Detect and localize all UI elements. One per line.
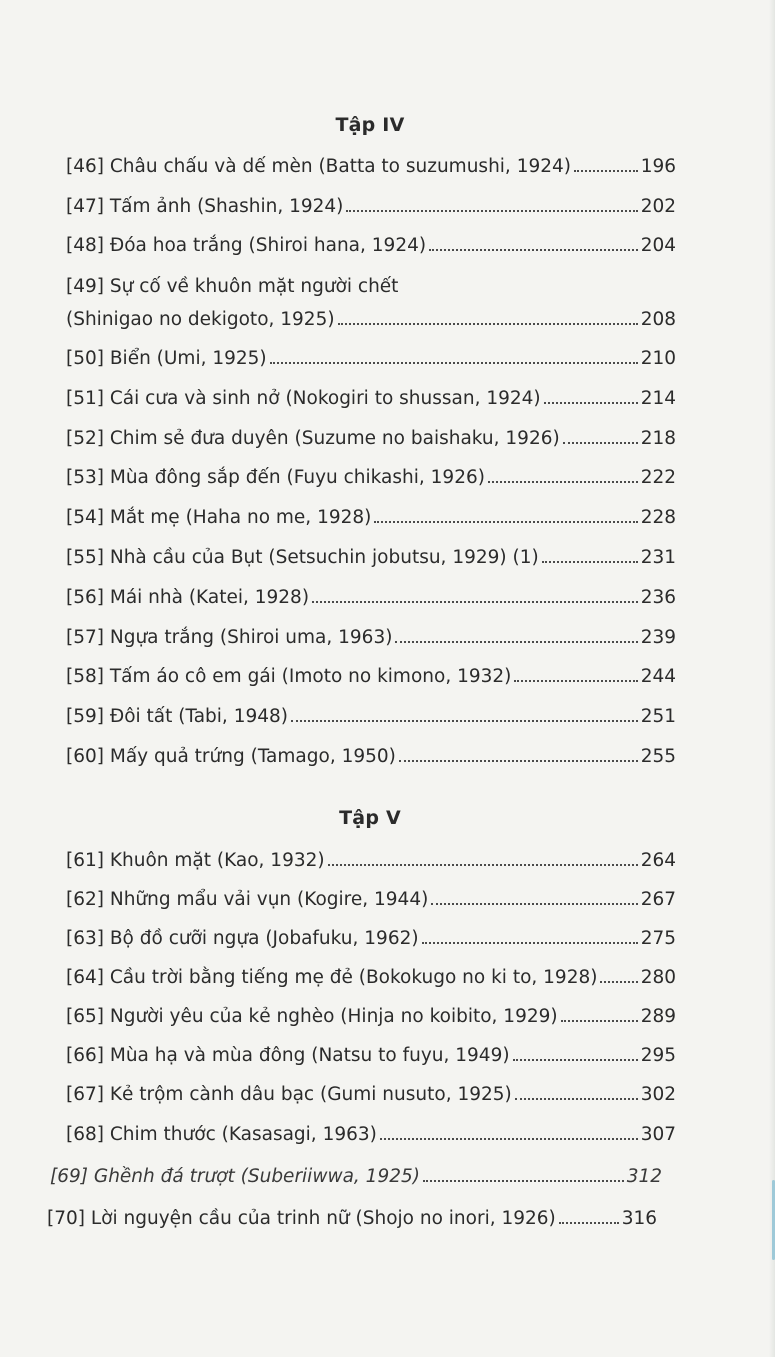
toc-entry-page: 218 — [640, 428, 676, 449]
toc-entry[interactable] — [66, 627, 676, 657]
dot-leader — [312, 601, 638, 603]
dot-leader — [574, 170, 638, 172]
toc-entry[interactable] — [66, 587, 676, 617]
toc-entry-title-line1: [49] Sự cố về khuôn mặt người chết — [66, 276, 399, 297]
toc-entry-page: 196 — [640, 156, 676, 177]
section-heading-tap-iv: Tập IV — [335, 114, 405, 136]
toc-entry-page: 280 — [640, 967, 676, 988]
toc-entry-title: [69] Ghềnh đá trượt (Suberiiwwa, 1925) — [50, 1166, 420, 1187]
dot-leader — [515, 1098, 638, 1100]
dot-leader — [513, 1059, 638, 1061]
toc-entry-title: [52] Chim sẻ đưa duyên (Suzume no baishaku, 1926) — [66, 428, 560, 449]
toc-entry[interactable] — [66, 507, 676, 537]
toc-entry-title: [68] Chim thước (Kasasagi, 1963) — [66, 1124, 377, 1145]
toc-entry-title: [66] Mùa hạ và mùa đông (Natsu to fuyu, 1949) — [66, 1045, 510, 1066]
dot-leader — [346, 210, 637, 212]
toc-entry-title: [47] Tấm ảnh (Shashin, 1924) — [66, 196, 344, 217]
toc-entry[interactable] — [66, 428, 676, 458]
dot-leader — [423, 1180, 624, 1182]
dot-leader — [291, 720, 638, 722]
page-edge — [769, 0, 775, 1357]
dot-leader — [600, 981, 637, 983]
dot-leader — [380, 1138, 638, 1140]
dot-leader — [488, 481, 638, 483]
toc-entry[interactable] — [66, 850, 676, 880]
toc-entry-title: [59] Đôi tất (Tabi, 1948) — [66, 706, 288, 727]
toc-entry-page: 208 — [640, 309, 676, 330]
dot-leader — [561, 1020, 638, 1022]
dot-leader — [270, 362, 638, 364]
toc-entry-page: 255 — [640, 746, 676, 767]
toc-entry-title: [60] Mấy quả trứng (Tamago, 1950) — [66, 746, 396, 767]
toc-entry-title: [54] Mắt mẹ (Haha no me, 1928) — [66, 507, 372, 528]
toc-entry-title: [63] Bộ đồ cưỡi ngựa (Jobafuku, 1962) — [66, 928, 419, 949]
section-heading-tap-v: Tập V — [339, 807, 401, 829]
toc-entry-page: 307 — [640, 1124, 676, 1145]
toc-entry-page: 244 — [640, 666, 676, 687]
toc-entry-title: [46] Châu chấu và dế mèn (Batta to suzumushi, 1924) — [66, 156, 571, 177]
toc-entry-title: [56] Mái nhà (Katei, 1928) — [66, 587, 310, 608]
toc-entry-title: [57] Ngựa trắng (Shiroi uma, 1963) — [66, 627, 393, 648]
toc-entry[interactable] — [66, 889, 676, 919]
dot-leader — [514, 680, 637, 682]
toc-entry[interactable] — [66, 388, 676, 418]
toc-entry[interactable] — [50, 1166, 662, 1196]
toc-entry[interactable] — [66, 666, 676, 696]
toc-entry-page: 228 — [640, 507, 676, 528]
toc-entry[interactable] — [66, 235, 676, 265]
toc-entry-page: 302 — [640, 1084, 676, 1105]
dot-leader — [563, 442, 638, 444]
toc-entry[interactable] — [66, 348, 676, 378]
toc-entry-title: (Shinigao no dekigoto, 1925) — [66, 309, 335, 330]
toc-entry-title: [50] Biển (Umi, 1925) — [66, 348, 267, 369]
dot-leader — [395, 641, 637, 643]
toc-entry-title: [67] Kẻ trộm cành dâu bạc (Gumi nusuto, 1925) — [66, 1084, 512, 1105]
toc-entry[interactable] — [66, 1084, 676, 1114]
toc-entry[interactable] — [66, 746, 676, 776]
dot-leader — [328, 864, 638, 866]
dot-leader — [422, 942, 638, 944]
toc-entry-page: 264 — [640, 850, 676, 871]
dot-leader — [431, 903, 637, 905]
toc-entry[interactable] — [66, 467, 676, 497]
toc-entry-page: 231 — [640, 547, 676, 568]
dot-leader — [429, 249, 638, 251]
dot-leader — [559, 1222, 619, 1224]
toc-entry[interactable] — [66, 1124, 676, 1154]
toc-entry[interactable] — [66, 309, 676, 339]
toc-entry-title: [64] Cầu trời bằng tiếng mẹ đẻ (Bokokugo no ki to, 1928) — [66, 967, 598, 988]
toc-entry-title: [51] Cái cưa và sinh nở (Nokogiri to shussan, 1924) — [66, 388, 541, 409]
toc-entry-page: 295 — [640, 1045, 676, 1066]
toc-entry-page: 202 — [640, 196, 676, 217]
toc-entry-page: 236 — [640, 587, 676, 608]
toc-entry[interactable] — [66, 1045, 676, 1075]
toc-entry-page: 210 — [640, 348, 676, 369]
toc-entry-page: 214 — [640, 388, 676, 409]
toc-entry-title: [55] Nhà cầu của Bụt (Setsuchin jobutsu, 1929) (1) — [66, 547, 539, 568]
dot-leader — [542, 561, 638, 563]
toc-entry[interactable] — [47, 1208, 657, 1238]
toc-entry[interactable] — [66, 928, 676, 958]
toc-entry-page: 312 — [626, 1166, 662, 1187]
toc-entry-page: 275 — [640, 928, 676, 949]
dot-leader — [338, 323, 638, 325]
toc-entry-title: [62] Những mẩu vải vụn (Kogire, 1944) — [66, 889, 429, 910]
toc-entry[interactable] — [66, 967, 676, 997]
toc-entry-title: [48] Đóa hoa trắng (Shiroi hana, 1924) — [66, 235, 427, 256]
dot-leader — [374, 521, 637, 523]
toc-entry-title: [58] Tấm áo cô em gái (Imoto no kimono, 1932) — [66, 666, 512, 687]
dot-leader — [544, 402, 638, 404]
toc-entry-page: 204 — [640, 235, 676, 256]
toc-entry-title: [53] Mùa đông sắp đến (Fuyu chikashi, 1926) — [66, 467, 485, 488]
toc-entry-page: 239 — [640, 627, 676, 648]
toc-entry-title: [65] Người yêu của kẻ nghèo (Hinja no koibito, 1929) — [66, 1006, 558, 1027]
toc-entry[interactable] — [66, 1006, 676, 1036]
toc-entry-page: 316 — [621, 1208, 657, 1229]
dot-leader — [399, 760, 638, 762]
toc-entry[interactable] — [66, 156, 676, 186]
toc-entry-page: 267 — [640, 889, 676, 910]
toc-entry-title: [61] Khuôn mặt (Kao, 1932) — [66, 850, 325, 871]
toc-entry[interactable] — [66, 547, 676, 577]
toc-entry[interactable] — [66, 706, 676, 736]
toc-entry-page: 251 — [640, 706, 676, 727]
toc-entry-page: 289 — [640, 1006, 676, 1027]
toc-entry[interactable] — [66, 196, 676, 226]
toc-entry-page: 222 — [640, 467, 676, 488]
toc-entry-title: [70] Lời nguyện cầu của trinh nữ (Shojo no inori, 1926) — [47, 1208, 556, 1229]
